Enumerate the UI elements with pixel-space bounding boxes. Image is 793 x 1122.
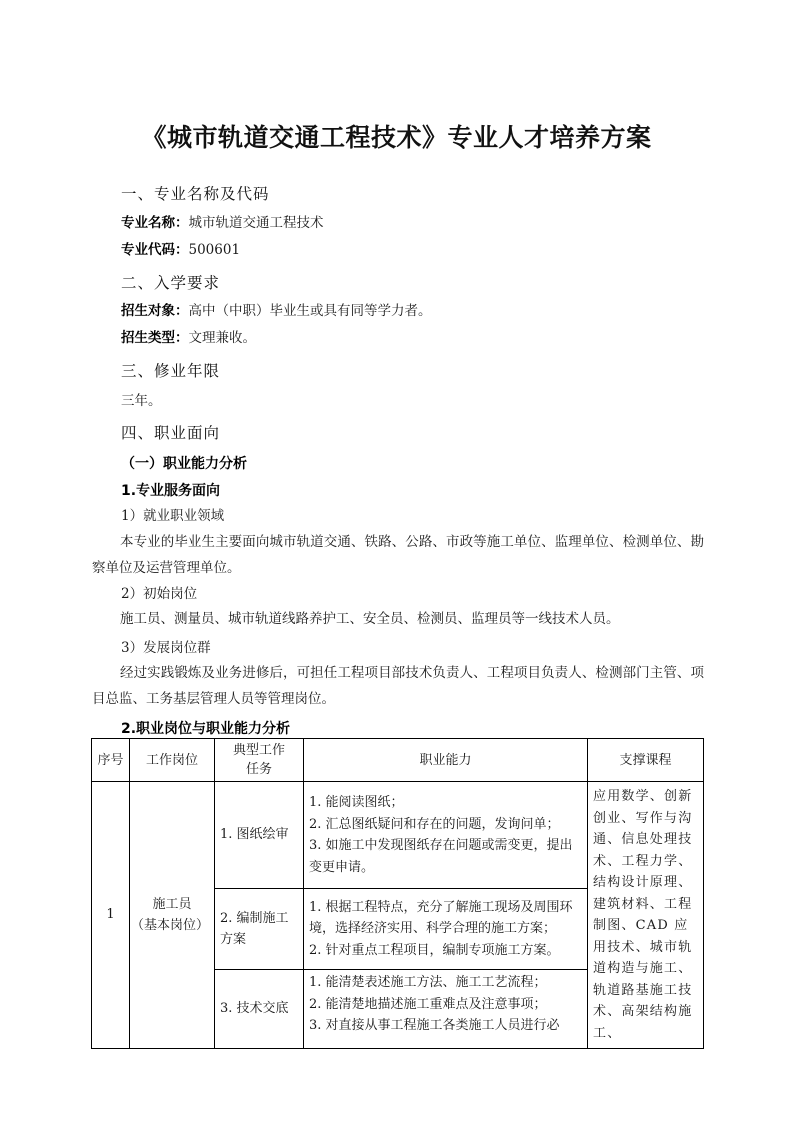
section-heading-admission: 二、入学要求 bbox=[121, 274, 221, 292]
ability-item: 2. 针对重点工程项目，编制专项施工方案。 bbox=[309, 942, 560, 958]
header-courses: 支撑课程 bbox=[588, 739, 704, 782]
major-name-value: 城市轨道交通工程技术 bbox=[188, 215, 324, 231]
ability-cell bbox=[304, 782, 588, 889]
document-title: 《城市轨道交通工程技术》专业人才培养方案 bbox=[141, 123, 652, 152]
task-cell: 1. 图纸绘审 bbox=[215, 782, 304, 889]
enrollment-target-line bbox=[121, 302, 432, 320]
employment-field-title: 1）就业职业领域 bbox=[121, 508, 225, 524]
ability-cell bbox=[304, 970, 588, 1049]
major-code-label: 专业代码： bbox=[121, 242, 189, 258]
position-note: （基本岗位） bbox=[131, 918, 210, 933]
subheading-service-orientation: 1.专业服务面向 bbox=[121, 483, 221, 499]
header-number: 序号 bbox=[92, 739, 130, 782]
task-cell: 3. 技术交底 bbox=[215, 970, 304, 1049]
row-number: 1 bbox=[92, 782, 130, 1049]
task-cell: 2. 编制施工方案 bbox=[215, 889, 304, 970]
major-code-value: 500601 bbox=[188, 242, 241, 258]
header-ability: 职业能力 bbox=[304, 739, 588, 782]
enrollment-type-line bbox=[121, 329, 256, 347]
ability-item: 1. 能阅读图纸； bbox=[309, 795, 404, 810]
development-position-text: 经过实践锻炼及业务进修后，可担任工程项目部技术负责人、工程项目负责人、检测部门主管、项目总监、工务基层管理人员等管理岗位。 bbox=[92, 665, 704, 707]
enrollment-target-label: 招生对象： bbox=[121, 303, 189, 319]
subheading-ability-analysis: （一）职业能力分析 bbox=[121, 456, 247, 472]
header-typical-task: 典型工作任务 bbox=[215, 739, 304, 782]
position-name: 施工员 bbox=[152, 896, 192, 912]
enrollment-type-label: 招生类型： bbox=[121, 330, 189, 346]
major-name-line bbox=[121, 214, 324, 232]
ability-item: 2. 能清楚地描述施工重难点及注意事项； bbox=[309, 996, 547, 1012]
table-header-row bbox=[92, 739, 704, 782]
section-heading-career: 四、职业面向 bbox=[121, 424, 221, 442]
supporting-courses: 应用数学、创新创业、写作与沟通、信息处理技术、工程力学、结构设计原理、建筑材料、工程制图、CAD 应用技术、城市轨道构造与施工、轨道路基施工技术、高架结构施工、 bbox=[588, 782, 704, 1049]
ability-cell bbox=[304, 889, 588, 970]
ability-item: 1. 能清楚表述施工方法、施工工艺流程； bbox=[309, 975, 547, 991]
ability-item: 1. 根据工程特点，充分了解施工现场及周围环境，选择经济实用、科学合理的施工方案； bbox=[309, 899, 573, 937]
major-code-line bbox=[121, 241, 240, 259]
subheading-position-ability: 2.职业岗位与职业能力分析 bbox=[121, 721, 291, 737]
ability-item: 3. 对直接从事工程施工各类施工人员进行必 bbox=[309, 1018, 560, 1034]
enrollment-type-value: 文理兼收。 bbox=[188, 330, 256, 346]
ability-item: 2. 汇总图纸疑问和存在的问题，发询问单； bbox=[309, 816, 560, 832]
duration-value: 三年。 bbox=[121, 393, 162, 409]
section-heading-major-name-code: 一、专业名称及代码 bbox=[121, 185, 270, 203]
position-ability-table bbox=[91, 738, 704, 1049]
section-heading-duration: 三、修业年限 bbox=[121, 362, 221, 380]
initial-position-text: 施工员、测量员、城市轨道线路养护工、安全员、检测员、监理员等一线技术人员。 bbox=[120, 611, 620, 627]
employment-field-text: 本专业的毕业生主要面向城市轨道交通、铁路、公路、市政等施工单位、监理单位、检测单位、勘察单位及运营管理单位。 bbox=[92, 534, 704, 576]
major-name-label: 专业名称： bbox=[121, 215, 189, 231]
row-position bbox=[130, 782, 215, 1049]
enrollment-target-value: 高中（中职）毕业生或具有同等学力者。 bbox=[188, 303, 432, 319]
header-position: 工作岗位 bbox=[130, 739, 215, 782]
ability-item: 3. 如施工中发现图纸存在问题或需变更，提出变更申请。 bbox=[309, 838, 573, 875]
table-row bbox=[92, 782, 704, 889]
development-position-title: 3）发展岗位群 bbox=[121, 640, 211, 656]
initial-position-title: 2）初始岗位 bbox=[121, 586, 198, 602]
